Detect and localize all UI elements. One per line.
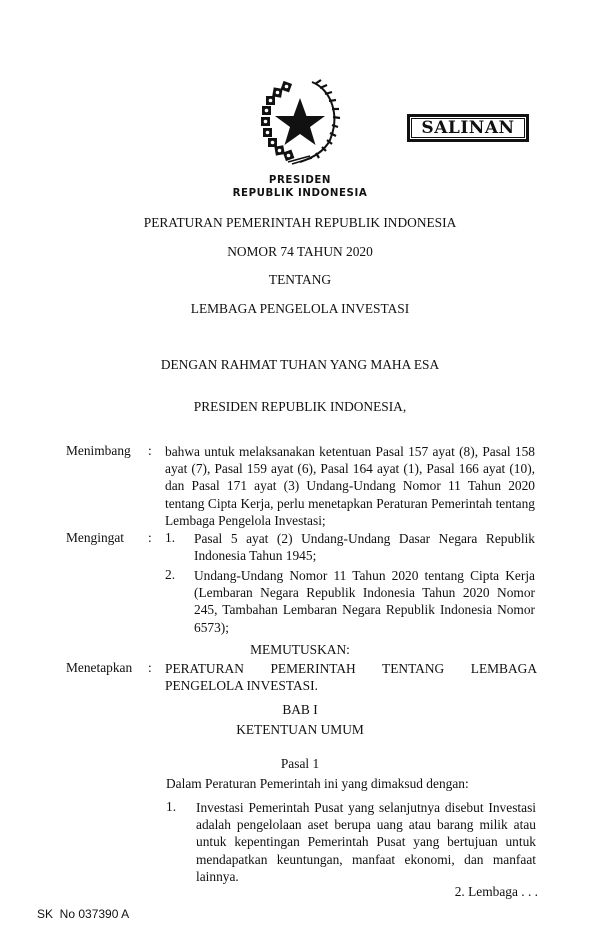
pasal-title: Pasal 1 <box>280 756 320 771</box>
menetapkan-label: Menetapkan <box>66 660 133 675</box>
rahmat-heading: DENGAN RAHMAT TUHAN YANG MAHA ESA <box>160 357 440 372</box>
mengingat-label: Mengingat <box>66 530 125 545</box>
mengingat-item-number: 2. <box>165 567 176 582</box>
regulation-subject: LEMBAGA PENGELOLA INVESTASI <box>190 301 410 316</box>
menetapkan-text: PERATURAN PEMERINTAH TENTANG LEMBAGA PENGELOLA INVESTASI. <box>165 661 537 694</box>
regulation-tentang: TENTANG <box>268 272 332 287</box>
memutuskan-heading: MEMUTUSKAN: <box>250 642 350 657</box>
menimbang-label: Menimbang <box>66 443 131 458</box>
presiden-heading: PRESIDEN REPUBLIK INDONESIA, <box>193 399 407 414</box>
regulation-number: NOMOR 74 TAHUN 2020 <box>227 244 373 259</box>
menimbang-colon: : <box>148 443 152 458</box>
regulation-title: PERATURAN PEMERINTAH REPUBLIK INDONESIA <box>143 215 457 230</box>
republik-indonesia-label: REPUBLIK INDONESIA <box>232 188 368 199</box>
presiden-label: PRESIDEN <box>268 175 332 186</box>
menetapkan-colon: : <box>148 660 152 675</box>
mengingat-item-text: Undang-Undang Nomor 11 Tahun 2020 tentang Cipta Kerja (Lembaran Negara Republik Indonesia Tahun 2020 Nomor 245, Tambahan Lembaran Negara Republik Indonesia Nomor 6573); <box>194 568 535 635</box>
salinan-stamp: SALINAN <box>407 114 529 142</box>
page-continuation: 2. Lembaga . . . <box>454 884 538 899</box>
mengingat-item-text: Pasal 5 ayat (2) Undang-Undang Dasar Negara Republik Indonesia Tahun 1945; <box>194 531 535 564</box>
bab-number: BAB I <box>282 702 318 717</box>
definition-item-text: Investasi Pemerintah Pusat yang selanjutnya disebut Investasi adalah pengelolaan aset berupa uang atau barang milik atau untuk kepentingan Pemerintah Pusat yang bertujuan untuk mendapatkan keuntungan, manfaat ekonomi, dan manfaat lainnya. <box>196 800 536 884</box>
presidential-emblem-icon <box>252 76 348 168</box>
bab-title: KETENTUAN UMUM <box>236 722 364 737</box>
mengingat-colon: : <box>148 530 152 545</box>
definition-item-number: 1. <box>166 799 177 814</box>
pasal-intro: Dalam Peraturan Pemerintah ini yang dimaksud dengan: <box>166 776 469 791</box>
menimbang-text: bahwa untuk melaksanakan ketentuan Pasal 157 ayat (8), Pasal 158 ayat (7), Pasal 159 ayat (6), Pasal 164 ayat (1), Pasal 166 ayat (10), dan Pasal 171 ayat (3) Undang-Undang Nomor 11 Tahun 2020 tentang Cipta Kerja, perlu menetapkan Peraturan Pemerintah tentang Lembaga Pengelola Investasi; <box>165 444 535 528</box>
sk-number: SK No 037390 A <box>37 907 130 921</box>
mengingat-item-number: 1. <box>165 530 176 545</box>
